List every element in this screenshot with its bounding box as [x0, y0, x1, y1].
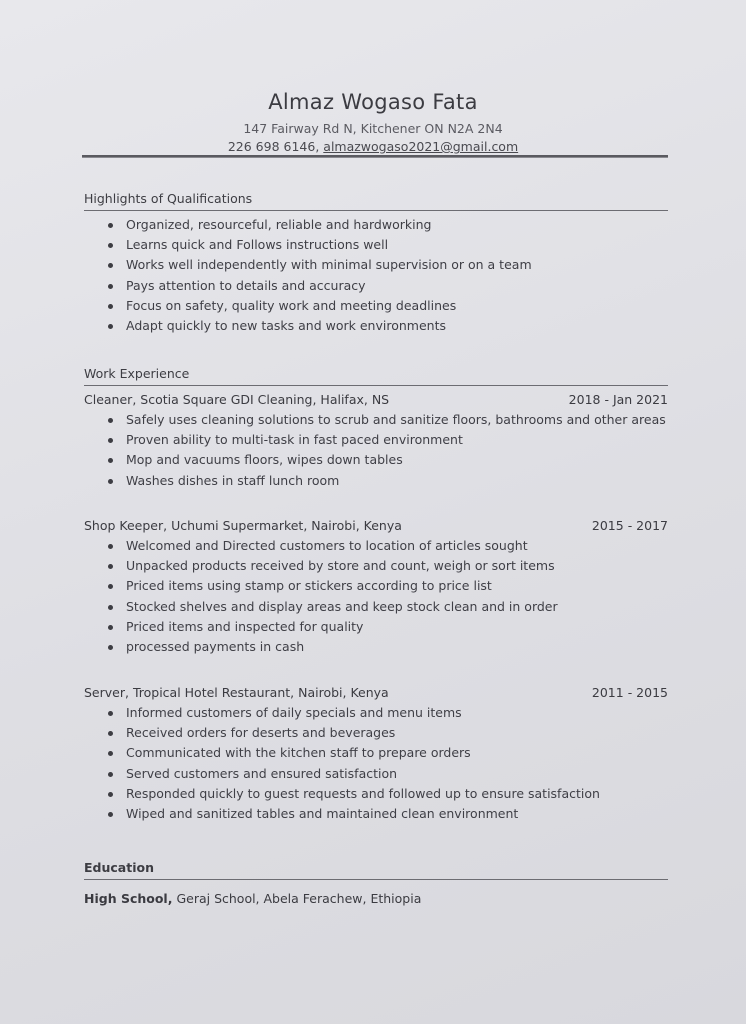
education-level: High School,	[84, 891, 173, 906]
highlights-title: Highlights of Qualifications	[84, 191, 668, 211]
list-item: Priced items and inspected for quality	[106, 617, 668, 637]
list-item: Safely uses cleaning solutions to scrub and sanitize floors, bathrooms and other areas	[106, 410, 668, 430]
address: 147 Fairway Rd N, Kitchener ON N2A 2N4	[243, 121, 503, 136]
education-section	[84, 860, 668, 908]
list-item: Works well independently with minimal supervision or on a team	[106, 255, 668, 275]
job-heading	[84, 391, 668, 409]
job-duties	[84, 703, 668, 824]
highlights-list	[84, 215, 668, 336]
job-role: Server	[84, 685, 125, 700]
list-item: Responded quickly to guest requests and followed up to ensure satisfaction	[106, 784, 668, 804]
job-employer: , Scotia Square GDI Cleaning, Halifax, NS	[132, 392, 390, 407]
list-item: Pays attention to details and accuracy	[106, 276, 668, 296]
job-employer: , Uchumi Supermarket, Nairobi, Kenya	[163, 518, 402, 533]
list-item: Stocked shelves and display areas and keep stock clean and in order	[106, 597, 668, 617]
highlights-section	[84, 191, 668, 336]
list-item: Proven ability to multi-task in fast paced environment	[106, 430, 668, 450]
list-item: Informed customers of daily specials and menu items	[106, 703, 668, 723]
job-role: Cleaner	[84, 392, 133, 407]
job-dates: 2015 - 2017	[591, 518, 668, 533]
education-title: Education	[84, 860, 668, 880]
list-item: Organized, resourceful, reliable and hardworking	[106, 215, 668, 235]
list-item: Received orders for deserts and beverages	[106, 723, 668, 743]
list-item: Priced items using stamp or stickers according to price list	[106, 576, 668, 596]
list-item: Adapt quickly to new tasks and work environments	[106, 316, 668, 336]
resume-header	[0, 88, 746, 156]
job-employer: , Tropical Hotel Restaurant, Nairobi, Kenya	[125, 685, 389, 700]
header-divider	[82, 155, 668, 158]
list-item: processed payments in cash	[106, 637, 668, 657]
experience-section	[84, 366, 668, 386]
job-duties	[84, 536, 668, 657]
job-entry-shop-keeper	[84, 517, 668, 657]
list-item: Wiped and sanitized tables and maintained clean environment	[106, 804, 668, 824]
phone: 226 698 6146,	[227, 139, 320, 154]
job-heading	[84, 517, 668, 535]
list-item: Unpacked products received by store and count, weigh or sort items	[106, 556, 668, 576]
job-duties	[84, 410, 668, 491]
list-item: Learns quick and Follows instructions well	[106, 235, 668, 255]
experience-title: Work Experience	[84, 366, 668, 386]
job-dates: 2011 - 2015	[591, 685, 668, 700]
candidate-name: Almaz Wogaso Fata	[268, 90, 478, 114]
job-dates: 2018 - Jan 2021	[568, 392, 668, 407]
job-heading	[84, 684, 668, 702]
list-item: Served customers and ensured satisfaction	[106, 764, 668, 784]
email-link[interactable]: almazwogaso2021@gmail.com	[323, 139, 519, 154]
contact-line	[0, 138, 746, 156]
job-role: Shop Keeper	[84, 518, 164, 533]
list-item: Focus on safety, quality work and meeting deadlines	[106, 296, 668, 316]
list-item: Communicated with the kitchen staff to prepare orders	[106, 743, 668, 763]
education-entry	[84, 890, 668, 908]
list-item: Mop and vacuums floors, wipes down tables	[106, 450, 668, 470]
education-school: Geraj School, Abela Ferachew, Ethiopia	[172, 891, 422, 906]
job-entry-server	[84, 684, 668, 824]
list-item: Welcomed and Directed customers to location of articles sought	[106, 536, 668, 556]
list-item: Washes dishes in staff lunch room	[106, 471, 668, 491]
job-entry-cleaner	[84, 391, 668, 491]
